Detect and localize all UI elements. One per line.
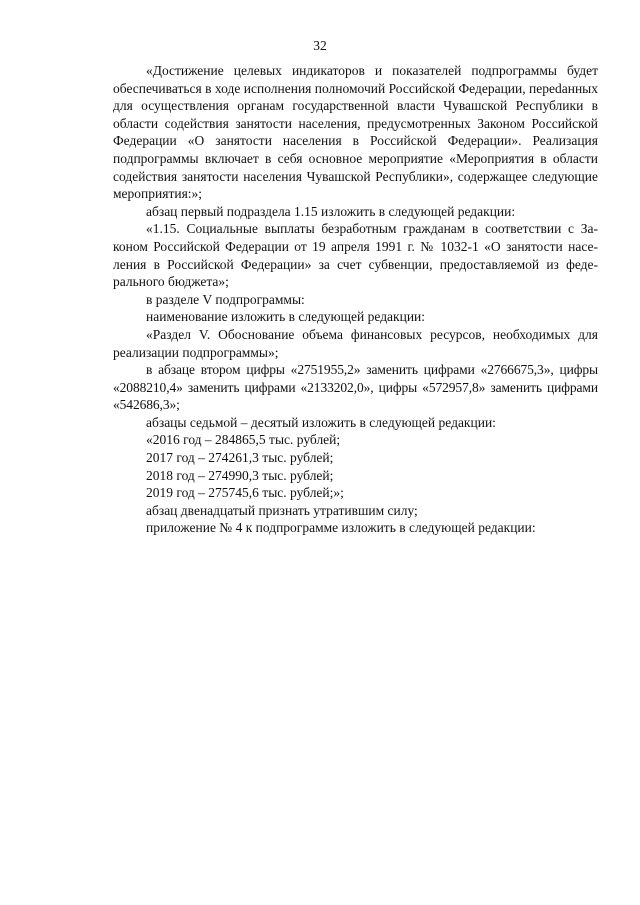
paragraph-appendix-4-instruction: приложение № 4 к подпрограмме изложить в следующей редакции: bbox=[146, 520, 536, 536]
paragraph-year-2016: «2016 год – 284865,5 тыс. рублей; bbox=[146, 432, 341, 448]
document-body bbox=[113, 62, 598, 537]
paragraph-twelfth-repealed: абзац двенадцатый признать утратившим силу; bbox=[146, 502, 418, 518]
paragraph-title-instruction: наименование изложить в следующей редакции: bbox=[146, 309, 426, 325]
paragraph-subsection-1-15-quote: «1.15. Социальные выплаты безработным гражданам в соответствии с Законом Российской Федерации от 19 апреля 1991 г. № 1032-1 «О занятости населения в Российской Федерации» за счет субвенции, предоставляемой из федерального бюджета»; bbox=[113, 221, 598, 290]
paragraph-section-v-instruction: в разделе V подпрограммы: bbox=[146, 291, 305, 307]
paragraph-year-2019: 2019 год – 275745,6 тыс. рублей;»; bbox=[146, 485, 344, 501]
paragraph-figures-replacement: в абзаце втором цифры «2751955,2» заменить цифрами «2766675,3», цифры «2088210,4» заменить цифрами «2133202,0», цифры «572957,8» заменить цифрами «542686,3»; bbox=[113, 362, 598, 413]
paragraph-year-2017: 2017 год – 274261,3 тыс. рублей; bbox=[146, 450, 334, 466]
paragraph-year-2018: 2018 год – 274990,3 тыс. рублей; bbox=[146, 467, 334, 483]
paragraph-section-v-title-quote: «Раздел V. Обоснование объема финансовых ресурсов, необходимых для реализации подпрограммы»; bbox=[113, 326, 598, 360]
paragraph-seventh-tenth-instruction: абзацы седьмой – десятый изложить в следующей редакции: bbox=[146, 414, 496, 430]
paragraph-first-subsection-instruction: абзац первый подраздела 1.15 изложить в следующей редакции: bbox=[146, 203, 516, 219]
paragraph-indicators-quote: «Достижение целевых индикаторов и показателей подпрограммы будет обеспечиваться в ходе исполнения полномочий Российской Федерации, переdанных для осуществления органам государственной власти Чувашской Республики в области содействия занятости населения, предусмотренных Законом Российской Федерации «О занятости населения в Российской Федерации». Реализация подпрограммы включает в себя основное мероприятие «Мероприятия в области содействия занятости населения Чувашской Республики», содержащее следующие мероприятия:»; bbox=[113, 63, 598, 202]
page-number: 32 bbox=[313, 38, 327, 53]
